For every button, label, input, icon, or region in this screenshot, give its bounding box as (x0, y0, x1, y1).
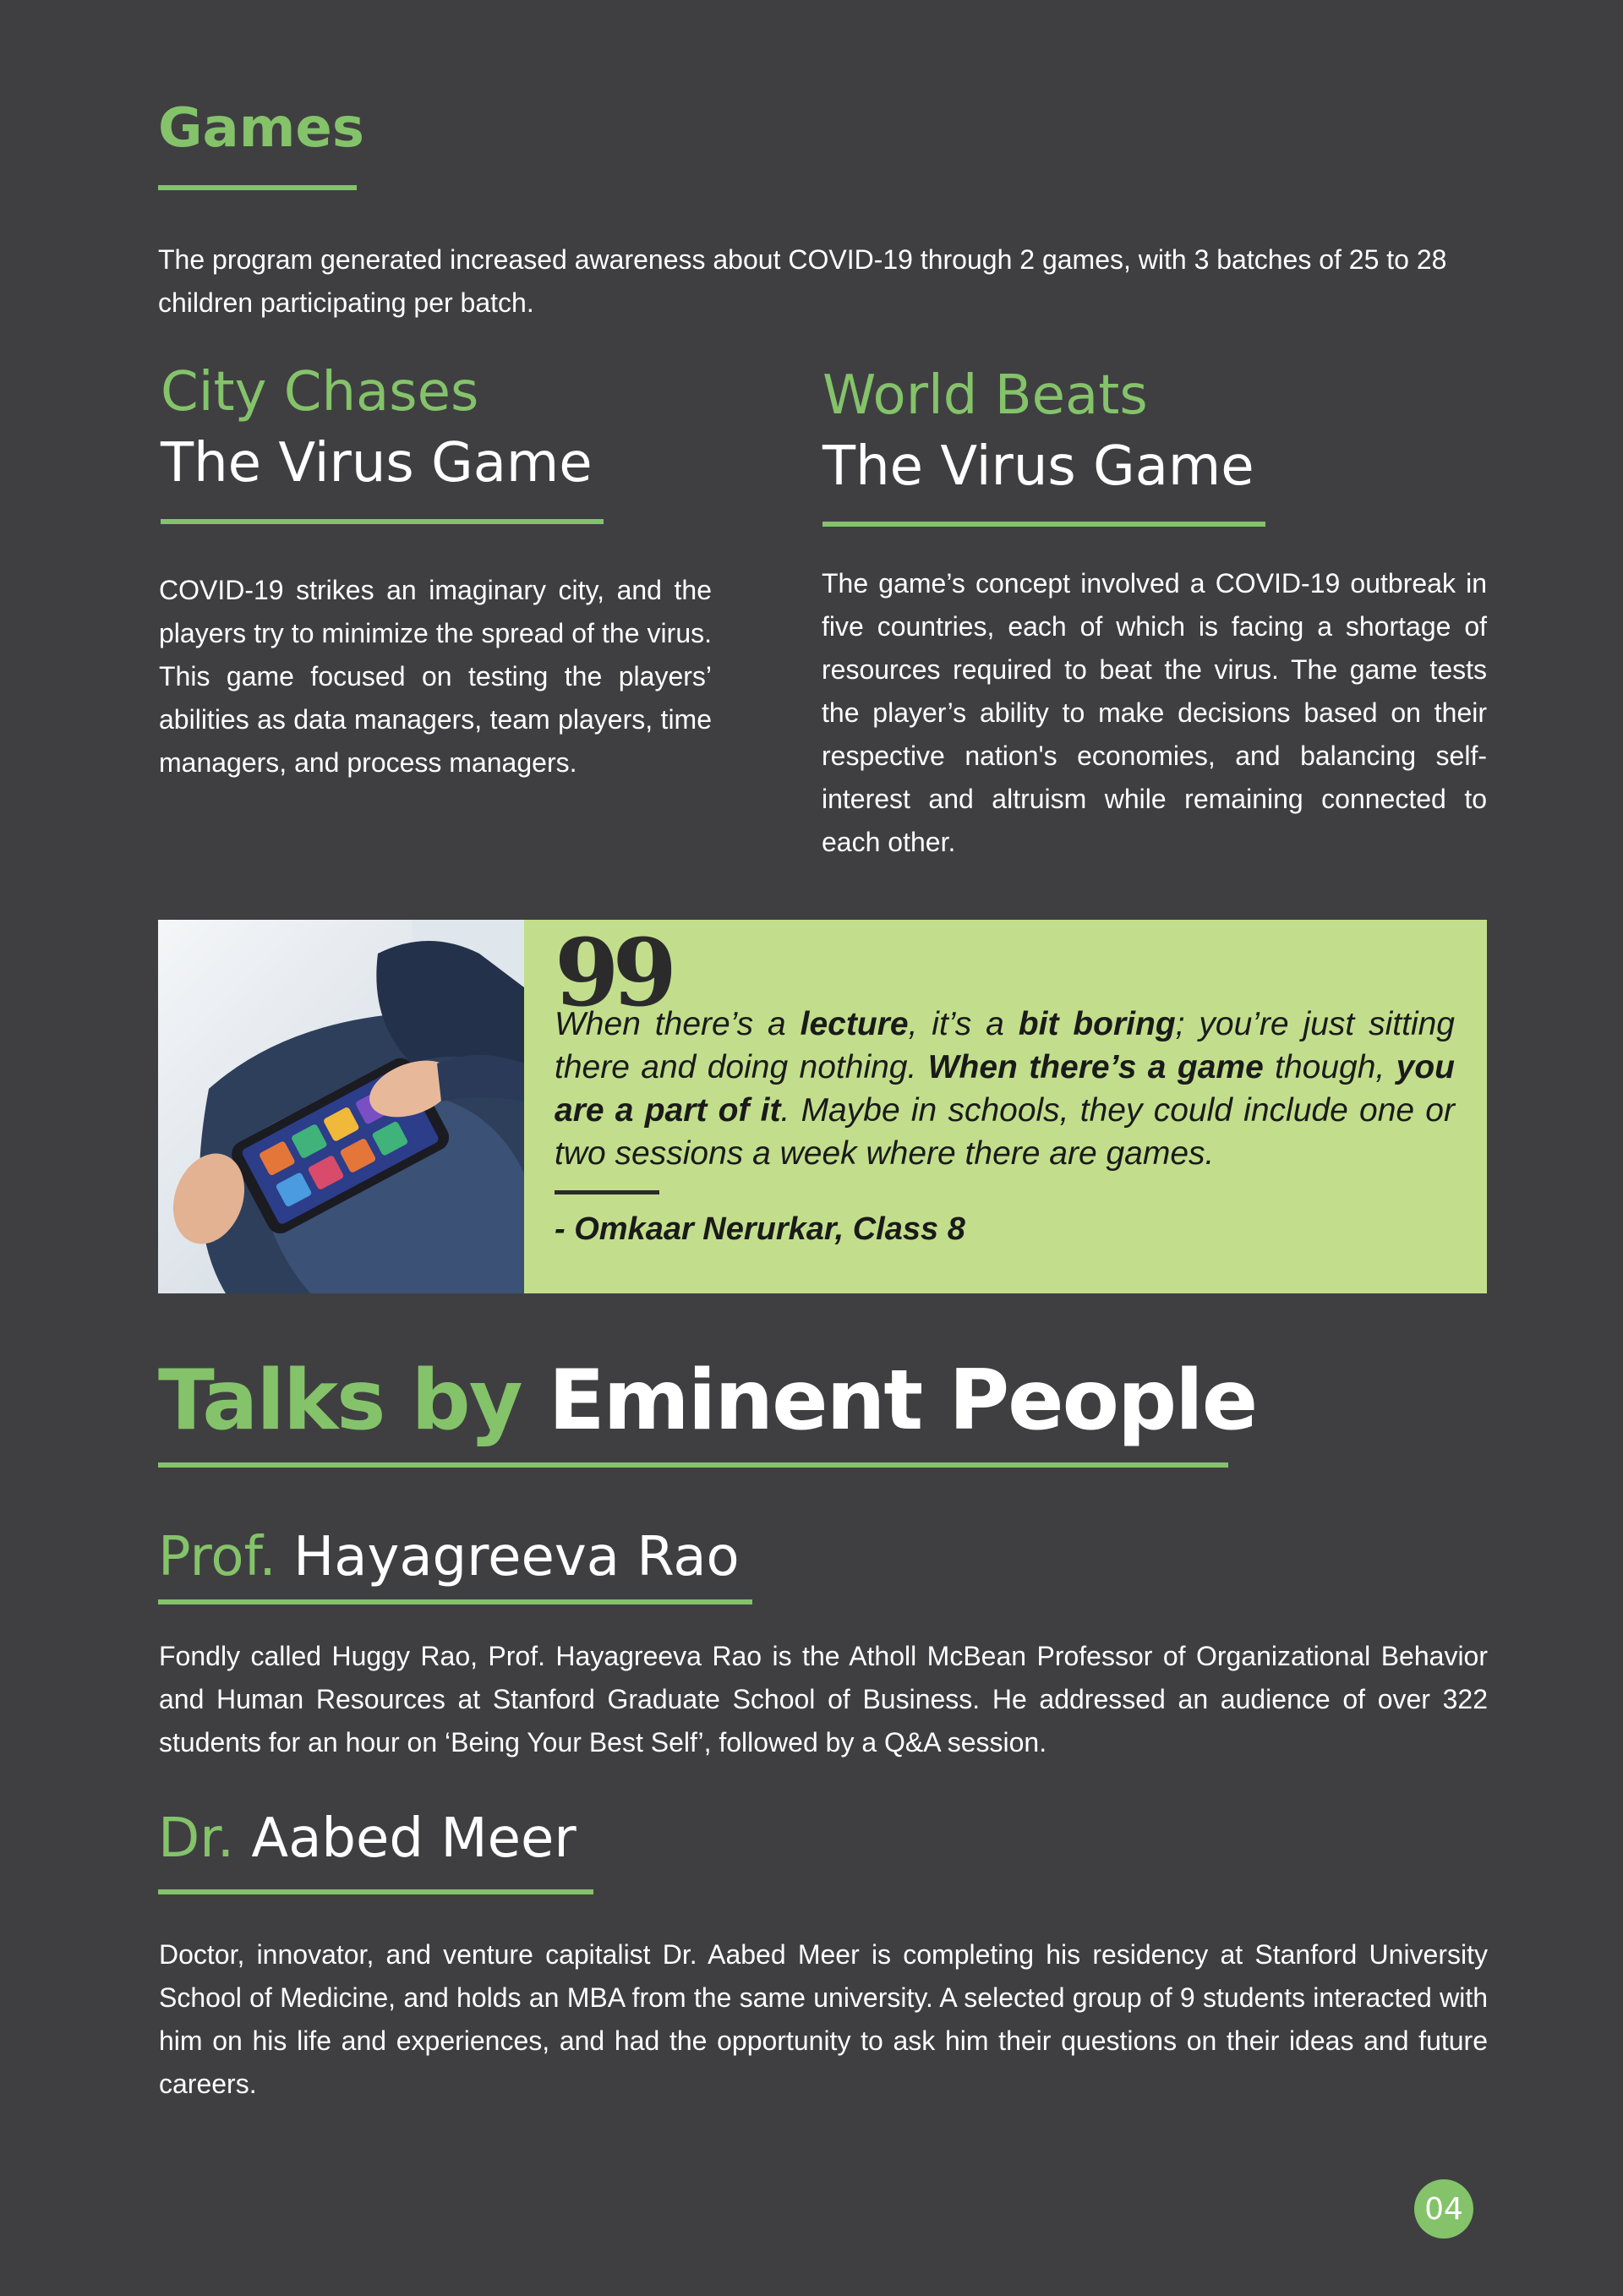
quote-box (524, 920, 1487, 1293)
games-title: Games (158, 97, 364, 160)
quote-segment: ; you’re just sitting there and doing nothing. (555, 1006, 1455, 1085)
quote-segment: When there’s a (555, 1006, 801, 1042)
game-right-header (822, 364, 1254, 498)
game-right-subtitle: The Virus Game (822, 435, 1254, 498)
page-number: 04 (1414, 2179, 1473, 2239)
speaker2-bio: Doctor, innovator, and venture capitalist Dr. Aabed Meer is completing his residency at Stanford University School of Medicine, and holds an MBA from the same university. A selected group of 9 students interacted with him on his life and experiences, and had the opportunity to ask him their questions on their ideas and future careers. (159, 1939, 1488, 2099)
game-left-title: City Chases (161, 361, 479, 424)
game-right-body: The game’s concept involved a COVID-19 outbreak in five countries, each of which is facing a shortage of resources required to beat the virus. The game tests the player’s ability to make decisions based on their respective nation's economies, and balancing self-interest and altruism while remaining connected to each other. (822, 568, 1487, 857)
game-left-subtitle: The Virus Game (161, 432, 593, 495)
games-title-underline (158, 185, 357, 190)
quote-divider (555, 1190, 659, 1194)
games-intro: The program generated increased awareness about COVID-19 through 2 games, with 3 batches of 25 to 28 children participating per batch. (158, 244, 1447, 318)
speaker1-heading (158, 1526, 740, 1588)
quote-text (555, 1003, 1455, 1175)
photo-illustration (158, 920, 524, 1293)
quote-segment: bit boring (1018, 1006, 1176, 1042)
quote-segment: though, (1263, 1049, 1396, 1085)
speaker1-underline (158, 1599, 752, 1604)
talks-title-white: Eminent People (548, 1353, 1257, 1449)
testimonial-block (158, 920, 1487, 1293)
speaker2-heading (158, 1807, 577, 1870)
game-left-body: COVID-19 strikes an imaginary city, and the players try to minimize the spread of the virus. This game focused on testing the players’ abilities as data managers, team players, time managers, and process managers. (159, 575, 712, 778)
game-right-underline (822, 522, 1265, 527)
quote-mark-icon: 99 (555, 918, 671, 1027)
speaker2-underline (158, 1889, 593, 1894)
quote-attribution: - Omkaar Nerurkar, Class 8 (555, 1211, 965, 1247)
quote-segment: lecture (800, 1006, 909, 1042)
speaker1-bio: Fondly called Huggy Rao, Prof. Hayagreeva Rao is the Atholl McBean Professor of Organizational Behavior and Human Resources at Stanford Graduate School of Business. He addressed an audience of over 322 students for an hour on ‘Being Your Best Self’, followed by a Q&A session. (159, 1641, 1488, 1758)
game-left-underline (161, 519, 604, 524)
talks-title-green: Talks by (158, 1353, 522, 1449)
quote-segment: you are a part of it (555, 1049, 1455, 1129)
quote-segment: When there’s a game (927, 1049, 1264, 1085)
quote-segment: , it’s a (908, 1006, 1019, 1042)
speaker2-name: Aabed Meer (251, 1807, 577, 1870)
child-playing-phone-image (158, 920, 524, 1293)
talks-title (158, 1353, 1257, 1449)
quote-segment: . Maybe in schools, they could include one or two sessions a week where there are games. (555, 1092, 1455, 1172)
game-right-title: World Beats (822, 364, 1148, 427)
talks-title-underline (158, 1462, 1228, 1468)
speaker1-name: Hayagreeva Rao (293, 1526, 740, 1588)
game-left-header (161, 361, 593, 495)
speaker2-prefix: Dr. (158, 1807, 235, 1870)
speaker1-prefix: Prof. (158, 1526, 276, 1588)
